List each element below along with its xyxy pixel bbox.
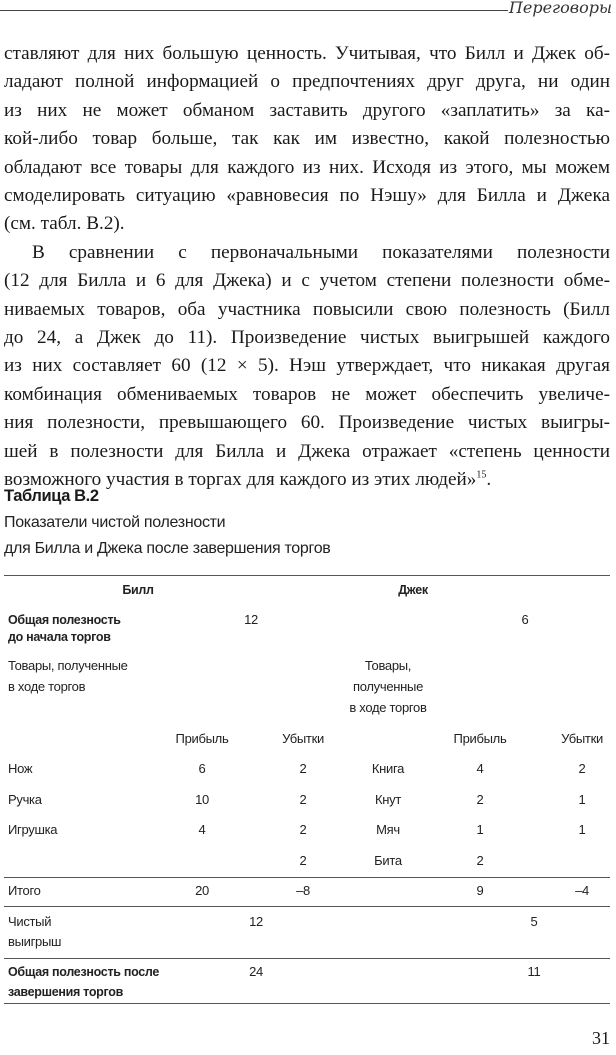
text-line: шей в полезности для Билла и Джека отражает «степень ценности [4, 440, 610, 462]
net-jack: 5 [530, 914, 538, 929]
cell-bill-profit: 10 [195, 791, 209, 807]
page-number: 31 [592, 1028, 610, 1048]
table-rule [4, 1003, 610, 1004]
footnote-ref[interactable]: 15 [476, 469, 487, 481]
body-text [4, 40, 610, 495]
cell-bill-loss: 2 [299, 822, 307, 837]
cell-bill-item: Игрушка [8, 822, 58, 837]
running-title: Переговоры [508, 0, 612, 17]
end-punct: . [486, 469, 492, 491]
cell-jack-item: Книга [371, 761, 405, 776]
text-line: из них не может обманом заставить другого «заплатить» за ка- [4, 99, 610, 121]
text-line: ниваемых товаров, оба участника повысили свою полезность (Билл [4, 298, 610, 320]
cell-jack-loss: 1 [578, 822, 586, 837]
initial-label: Общая полезность [8, 613, 121, 627]
total-label: Итого [8, 883, 41, 898]
col-profit-jack: Прибыль [453, 731, 507, 746]
text-line: ладают полной информацией о предпочтениях друг друга, ни один [4, 71, 610, 93]
cell-bill-item: Нож [8, 761, 33, 776]
cell-bill-loss: 2 [299, 761, 307, 776]
goods-label-jack: Товары, [364, 658, 412, 673]
total-bill-loss: –8 [296, 883, 310, 898]
cell-bill-loss: 2 [299, 852, 307, 868]
net-label: Чистый [8, 914, 52, 929]
goods-label-bill: Товары, полученные [8, 658, 128, 673]
text-line: обладают все товары для каждого из них. Исходя из этого, мы можем [4, 156, 610, 178]
table-subtitle: для Билла и Джека после завершения торгов [4, 540, 331, 557]
text-line: до 24, а Джек до 11). Произведение чистых выигрышей каждого [4, 327, 610, 349]
goods-label-bill: в ходе торгов [8, 679, 86, 694]
final-jack: 11 [527, 964, 541, 979]
cell-bill-loss: 2 [299, 791, 307, 807]
cell-bill-profit: 6 [198, 761, 206, 776]
col-header-jack: Джек [398, 583, 428, 597]
goods-label-jack: в ходе торгов [349, 700, 427, 715]
col-loss-bill: Убытки [282, 731, 324, 746]
initial-label: до начала торгов [8, 630, 111, 644]
text-line-content: возможного участия в торгах для каждого из этих людей» [4, 469, 477, 491]
cell-jack-profit: 2 [476, 852, 484, 868]
net-label: выигрыш [8, 934, 62, 949]
total-jack-profit: 9 [476, 883, 484, 898]
col-header-bill: Билл [122, 583, 154, 597]
text-line: (см. табл. В.2). [4, 213, 125, 235]
text-line: смоделировать ситуацию «равновесия по Нэшу» для Билла и Джека [4, 185, 610, 207]
cell-jack-item: Бита [374, 852, 402, 868]
text-line: ставляют для них большую ценность. Учитывая, что Билл и Джек об- [4, 43, 610, 64]
cell-jack-profit: 4 [476, 761, 484, 776]
final-label: завершения торгов [8, 985, 123, 999]
goods-label-jack: полученные [352, 679, 424, 694]
total-bill-profit: 20 [195, 883, 209, 898]
text-line: из них составляет 60 (12 × 5). Нэш утверждает, что никакая другая [4, 355, 610, 377]
initial-bill: 12 [244, 612, 258, 627]
text-line: комбинация обмениваемых товаров не может обеспечить увеличе- [4, 383, 610, 405]
cell-bill-profit: 4 [198, 822, 206, 837]
text-line: кой-либо товар больше, так как им известно, какой полезностью [4, 128, 610, 150]
table-rule [4, 906, 610, 907]
text-line: ния полезности, превышающего 60. Произведение чистых выигры- [4, 412, 610, 434]
table-rule [4, 958, 610, 959]
text-line: В сравнении с первоначальными показателями полезности [32, 241, 610, 263]
initial-jack: 6 [521, 612, 529, 627]
col-profit-bill: Прибыль [175, 731, 229, 746]
cell-jack-item: Мяч [376, 822, 400, 837]
total-jack-loss: –4 [575, 883, 589, 898]
table-rule [4, 575, 610, 576]
cell-jack-profit: 2 [476, 791, 484, 807]
final-bill: 24 [249, 964, 263, 979]
table-title: Таблица В.2 [4, 487, 99, 505]
col-loss-jack: Убытки [561, 731, 603, 746]
header-rule [0, 10, 508, 11]
net-bill: 12 [249, 914, 263, 929]
cell-jack-profit: 1 [476, 822, 484, 837]
cell-jack-item: Кнут [374, 791, 402, 807]
cell-jack-loss: 2 [578, 761, 586, 776]
cell-bill-item: Ручка [8, 791, 42, 807]
cell-jack-loss: 1 [578, 791, 586, 807]
final-label: Общая полезность после [8, 965, 160, 979]
text-line: (12 для Билла и 6 для Джека) и с учетом степени полезности обме- [4, 270, 610, 292]
table-subtitle: Показатели чистой полезности [4, 514, 226, 531]
table-rule [4, 877, 610, 878]
